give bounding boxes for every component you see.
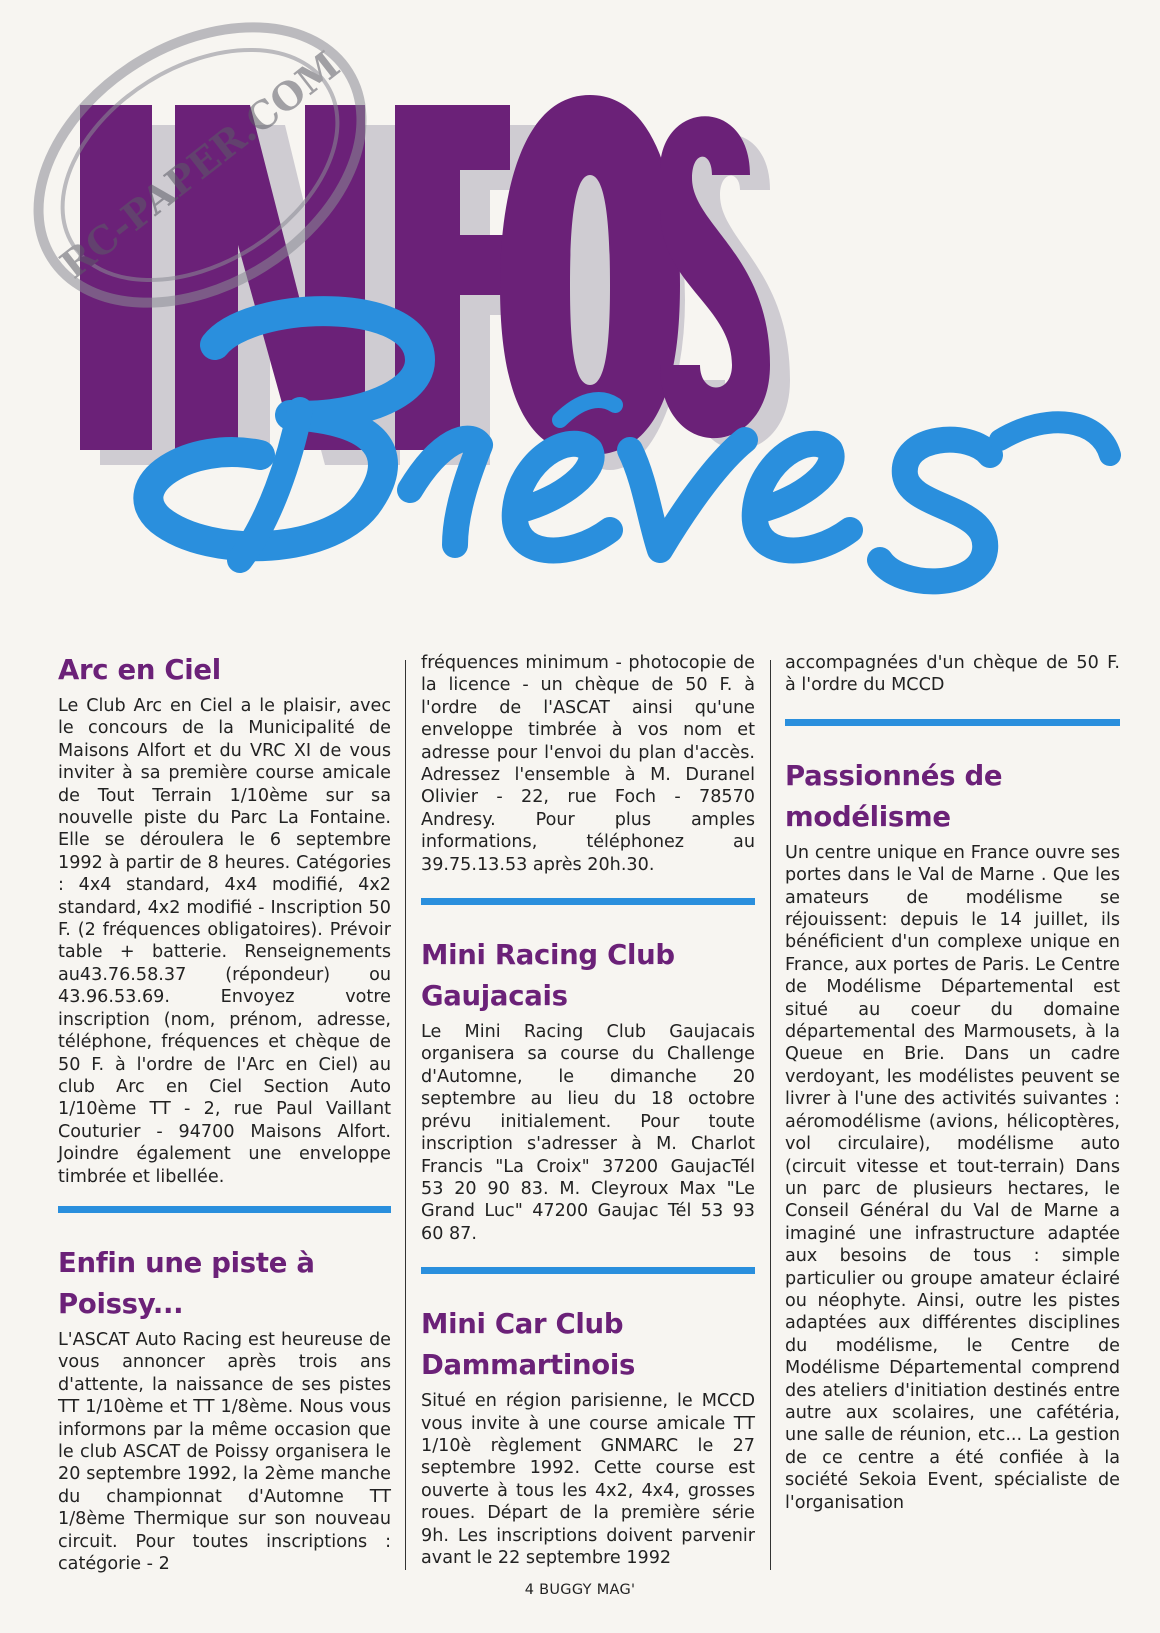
page-footer: 4 BUGGY MAG' xyxy=(524,1582,636,1598)
column-2 xyxy=(421,652,755,1569)
masthead xyxy=(0,0,1160,650)
article-title: Enfin une piste à Poissy... xyxy=(58,1246,315,1320)
section-separator xyxy=(58,1206,391,1213)
article-body: Le Mini Racing Club Gaujacais organisera sa course du Challenge d'Automne, le dimanche 20 septembre au lieu du 18 octobre prévu initialement. Pour toute inscription s'adresser à M. Charlot Francis "La Croix" 37200 GaujacTél 53 20 90 83. M. Cleyroux Max "Le Grand Luc" 47200 Gaujac Tél 53 93 60 87. xyxy=(421,1022,755,1244)
section-separator xyxy=(785,719,1120,726)
article-poissy xyxy=(58,1243,391,1575)
article-body-continued: accompagnées d'un chèque de 50 F. à l'ordre du MCCD xyxy=(785,653,1120,696)
watermark-stamp xyxy=(0,0,400,320)
article-body: Le Club Arc en Ciel a le plaisir, avec le concours de la Municipalité de Maisons Alfort et du VRC XI de vous inviter à sa première course amicale de Tout Terrain 1/10ème sur sa nouvelle piste du Parc La Fontaine. Elle se déroulera le 6 septembre 1992 à partir de 8 heures. Catégories : 4x4 standard, 4x4 modifié, 4x2 standard, 4x2 modifié - Inscription 50 F. (2 fréquences obligatoires). Prévoir table + batterie. Renseignements au43.76.58.37 (répondeur) ou 43.96.53.69. Envoyez votre inscription (nom, prénom, adresse, téléphone, fréquences et chèque de 50 F. à l'ordre de l'Arc en Ciel) au club Arc en Ciel Section Auto 1/10ème TT - 2, rue Paul Vaillant Couturier - 94700 Maisons Alfort. Joindre également une enveloppe timbrée et libellée. xyxy=(58,696,391,1187)
article-modelisme xyxy=(785,756,1120,1514)
section-separator xyxy=(421,898,755,905)
article-title: Mini Racing Club Gaujacais xyxy=(421,939,675,1013)
article-body: Situé en région parisienne, le MCCD vous invite à une course amicale TT 1/10è règlement GNMARC le 27 septembre 1992. Cette course est ouverte à tous les 4x2, 4x4, grosses roues. Départ de la première série 9h. Les inscriptions doivent parvenir avant le 22 septembre 1992 xyxy=(421,1391,755,1568)
article-body: L'ASCAT Auto Racing est heureuse de vous annoncer après trois ans d'attente, la naissance de ses pistes TT 1/10ème et TT 1/8ème. Nous vous informons par la même occasion que le club ASCAT de Poissy organisera le 20 septembre 1992, la 2ème manche du championnat d'Automne TT 1/8ème Thermique sur son nouveau circuit. Pour toutes inscriptions : catégorie - 2 xyxy=(58,1329,391,1574)
column-divider xyxy=(405,660,406,1570)
article-body-continued: fréquences minimum - photocopie de la licence - un chèque de 50 F. à l'ordre de l'ASCAT ainsi qu'une enveloppe timbrée à vos nom et adresse pour l'envoi du plan d'accès. Adressez l'ensemble à M. Duranel Olivier - 22, rue Foch - 78570 Andresy. Pour plus amples informations, téléphonez au 39.75.13.53 après 20h.30. xyxy=(421,653,755,875)
article-title: Arc en Ciel xyxy=(58,654,221,686)
article-body: Un centre unique en France ouvre ses portes dans le Val de Marne . Que les amateurs de modélisme se réjouissent: depuis le 14 juillet, ils bénéficient d'un complexe unique en France, aux portes de Paris. Le Centre de Modélisme Départemental est situé au coeur du domaine départemental des Marmousets, à la Queue en Brie. Dans un cadre verdoyant, les modélistes peuvent se livrer à l'une des activités suivantes : aéromodélisme (avions, hélicoptères, vol circulaire), modélisme auto (circuit vitesse et tout-terrain) Dans un parc de plusieurs hectares, le Conseil Général du Val de Marne a imaginé une infrastructure adaptée aux besoins de tous : simple particulier ou groupe amateur éclairé ou néophyte. Ainsi, outre les pistes adaptées aux différentes disciplines du modélisme, le Centre de Modélisme Départemental comprend des ateliers d'initiation destinés entre autre aux scolaires, une cafétéria, une salle de réunion, etc... La gestion de ce centre a été confiée à la société Sekoia Event, spécialiste de l'organisation xyxy=(785,842,1120,1513)
article-dammartinois xyxy=(421,1304,755,1569)
column-3 xyxy=(785,652,1120,1514)
column-divider xyxy=(770,660,771,1570)
article-title: Passionnés de modélisme xyxy=(785,759,1003,833)
watermark-text: RC-PAPER.COM xyxy=(51,42,348,288)
article-arc-en-ciel xyxy=(58,650,391,1188)
column-1 xyxy=(58,650,391,1575)
article-title: Mini Car Club Dammartinois xyxy=(421,1308,636,1382)
article-gaujacais xyxy=(421,935,755,1245)
section-separator xyxy=(421,1267,755,1274)
